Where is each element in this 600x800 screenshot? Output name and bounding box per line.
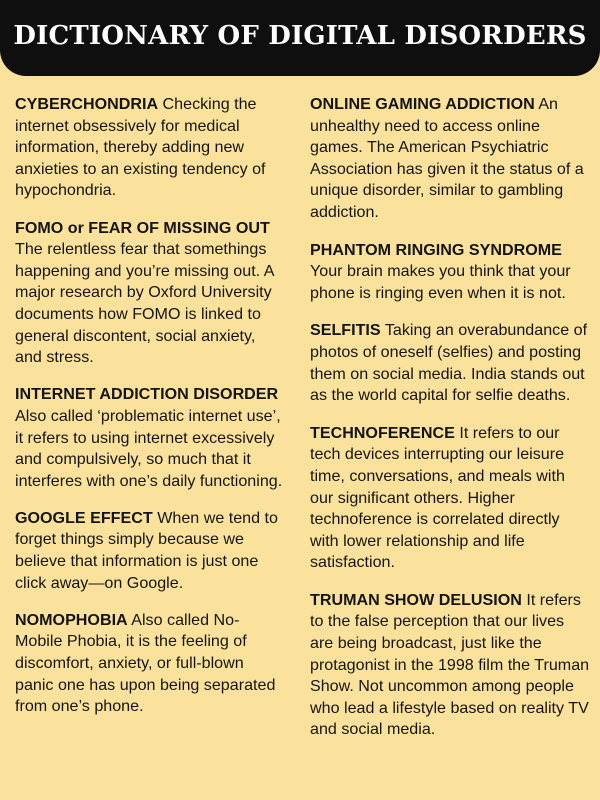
entry-term: TECHNOFERENCE [310,423,455,442]
entry-definition: Also called ‘problematic internet use’, it refers to using internet excessively and compulsively, so much that it interferes with one’s daily functioning. [15,406,283,490]
entry-technoference [310,423,590,574]
entry-term: CYBERCHONDRIA [15,95,159,113]
entry-definition: An unhealthy need to access online games. The American Psychiatric Association has given it the status of a unique disorder, similar to gambling addiction. [310,95,584,221]
entry-term: PHANTOM RINGING SYNDROME [310,240,562,259]
entry-nomophobia [15,610,285,718]
entry-definition: It refers to the false perception that our lives are being broadcast, just like the protagonist in the 1998 film the Truman Show. Not uncommon among people who lead a lifestyle based on reality TV and social media. [310,590,590,739]
entry-phantom-ringing-syndrome [310,240,590,305]
entry-definition: When we tend to forget things simply because we believe that information is just one click away—on Google. [15,508,278,592]
entry-definition: Checking the internet obsessively for medical information, thereby adding new anxieties to an existing tendency of hypochondria. [15,95,266,200]
entry-definition: It refers to our tech devices interrupting our leisure time, conversations, and meals with our significant others. Higher technoference is correlated directly with lower relationship and life satisfaction. [310,423,565,572]
entry-online-gaming-addiction [310,94,590,224]
entry-definition: Taking an overabundance of photos of oneself (selfies) and posting them on social media. India stands out as the world capital for selfie deaths. [310,321,588,405]
right-column [310,94,590,757]
entry-selfitis [310,320,590,406]
entry-definition: Also called No-Mobile Phobia, it is the feeling of discomfort, anxiety, or full-blown panic one has upon being separated from one’s phone. [15,610,276,716]
entry-definition: Your brain makes you think that your phone is ringing even when it is not. [310,262,571,302]
entry-term: NOMOPHOBIA [15,610,128,629]
entry-internet-addiction-disorder [15,384,285,492]
entry-term: TRUMAN SHOW DELUSION [310,590,522,609]
left-column [15,94,285,733]
entry-google-effect [15,508,285,594]
page-title: DICTIONARY OF DIGITAL DISORDERS [13,21,587,51]
entry-term: FOMO or FEAR OF MISSING OUT [15,218,270,237]
header-banner [0,0,600,76]
entry-fomo [15,218,285,369]
entry-term: GOOGLE EFFECT [15,508,153,527]
entry-truman-show-delusion [310,590,590,741]
entry-term: ONLINE GAMING ADDICTION [310,95,535,113]
entry-term: SELFITIS [310,321,381,340]
entry-definition: The relentless fear that somethings happening and you’re missing out. A major research by Oxford University documents how FOMO is linked to general discontent, social anxiety, and stress. [15,240,274,367]
entry-cyberchondria [15,94,285,202]
entry-term: INTERNET ADDICTION DISORDER [15,385,279,404]
